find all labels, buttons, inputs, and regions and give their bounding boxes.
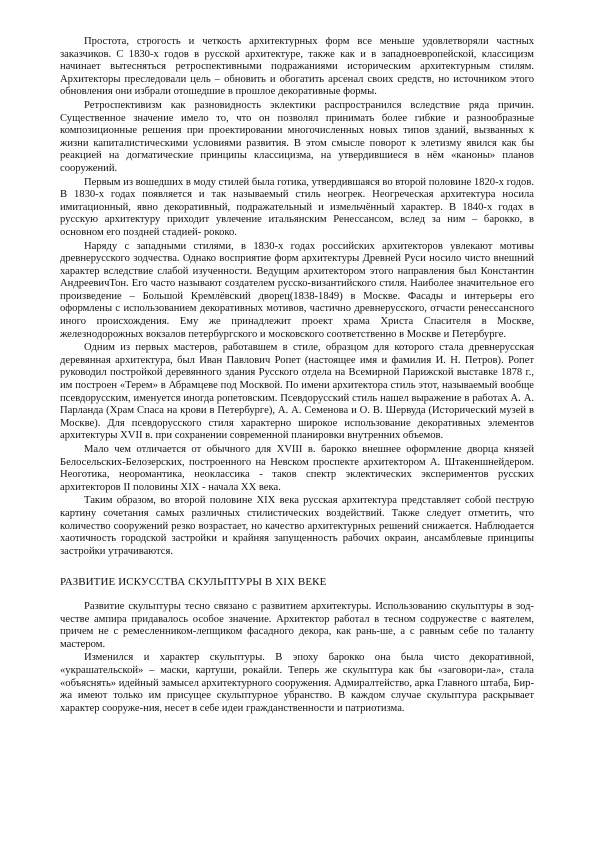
paragraph: Изменился и характер скульптуры. В эпоху барокко она была чисто декоративной, «украшательской» – маски, картуши, рокайли. Теперь же скульптура как бы «заговори-ла», стала «объяснять» идейный замысел архитектурного сооружения. Адмиралтейство, арка Главного штаба, Бир-жа имеют только им присущее скульптурное убранство. В каждом случае скульптура раскрывает характер сооруже-ния, несет в себе идеи гражданственности и патриотизма. [60, 652, 534, 714]
paragraph: Развитие скульптуры тесно связано с развитием архитектуры. Использованию скульптуры в зод-честве ампира придавалось особое значение. Архитектор работал в тесном содружестве с ваятелем, причем не с ремесленником-лепщиком фасадного декора, как рань-ше, а с равным себе по таланту мастером. [60, 600, 534, 650]
paragraph: Наряду с западными стилями, в 1830-х годах российских архитекторов увлекают мотивы древнерусского зодчества. Однако восприятие форм архитектуры Древней Руси носило чисто внешний характер вследствие слабой изученности. Ведущим архитектором этого направления был Константин АндреевичТон. Его часто называют создателем русско-византийского стиля. Наиболее значительное его произведение – Большой Кремлёвский дворец(1838-1849) в Москве. Фасады и интерьеры его оформлены с использованием декоративных мотивов, частично древнерусского, отчасти ренессансного иного происхождения. Ему же принадлежит проект храма Христа Спасителя в Москве, железнодорожных вокзалов петербургского и московского соответственно в Москве и Петербурге. [60, 240, 534, 340]
section-heading: РАЗВИТИЕ ИСКУССТВА СКУЛЬПТУРЫ В XIX ВЕКЕ [60, 576, 327, 589]
paragraph: Первым из вошедших в моду стилей была готика, утвердившаяся во второй половине 1820-х годов. В 1830-х годах появляется и так называемый стиль неогрек. Неогреческая архитектура носила имитационный, явно декоративный, подражательный и измельчённый характер. В 1840-х годах в русскую архитектуру приходит увлечение итальянским Ренессансом, вслед за ним – барокко, в основном его поздней стадией- рококо. [60, 176, 534, 238]
paragraph: Ретроспективизм как разновидность эклектики распространился вследствие ряда причин. Существенное значение имело то, что он позволял принимать более гибкие и разнообразные композиционные решения при проектировании многочисленных новых типов зданий, вызванных к жизни капиталистическими условиями развития. В этом смысле поворот к элетизму явился как бы реакцией на догматические принципы классицизма, на утвердившиеся в нём «каноны» планов сооружений. [60, 99, 534, 174]
paragraph: Простота, строгость и четкость архитектурных форм все меньше удовлетворяли частных заказчиков. С 1830-х годов в русской архитектуре, также как и в западноевропейской, классицизм начинает вытесняться ретроспективными подражаниями историческим архитектурным стилям. Архитекторы преследовали цель – обновить и обогатить арсенал своих средств, но источником этого обновления они избрали отошедшие в прошлое декоративные формы. [60, 36, 534, 98]
paragraph: Таким образом, во второй половине XIX века русская архитектура представляет собой пеструю картину сочетания самых различных стилистических воздействий. Также следует отметить, что количество сооружений резко возрастает, но качество архитектурных решений снижается. Наблюдается хаотичность городской застройки и крайняя запущенность рабочих окраин, ансамблевые принципы застройки утрачиваются. [60, 495, 534, 557]
paragraph: Мало чем отличается от обычного для XVIII в. барокко внешнее оформление дворца князей Белосельских-Белозерских, построенного на Невском проспекте архитектором А. Штакеншнейдером. Неоготика, неоромантика, неоклассика - таков спектр эклектических экспериментов русских архитекторов II половины XIX - начала XX века. [60, 444, 534, 493]
paragraph: Одним из первых мастеров, работавшем в стиле, образцом для которого стала древнерусская деревянная архитектура, был Иван Павлович Ропет (настоящее имя и фамилия И. Н. Петров). Ропет руководил постройкой деревянного здания Русского отдела на Всемирной Парижской выставке 1878 г., им построен «Терем» в Абрамцеве под Москвой. По имени архитектора стиль этот, называемый вообще псевдорусским, именуется иногда ропетовским. Псевдорусский стиль нашел выражение в работах А. А. Парланда (Храм Спаса на крови в Петербурге), А. А. Семенова и О. В. Шервуда (Исторический музей в Москве). Для псевдорусского стиля характерно широкое использование декоративных элементов архитектуры XVII в. при сохранении современной планировки внутренних объемов. [60, 342, 534, 442]
